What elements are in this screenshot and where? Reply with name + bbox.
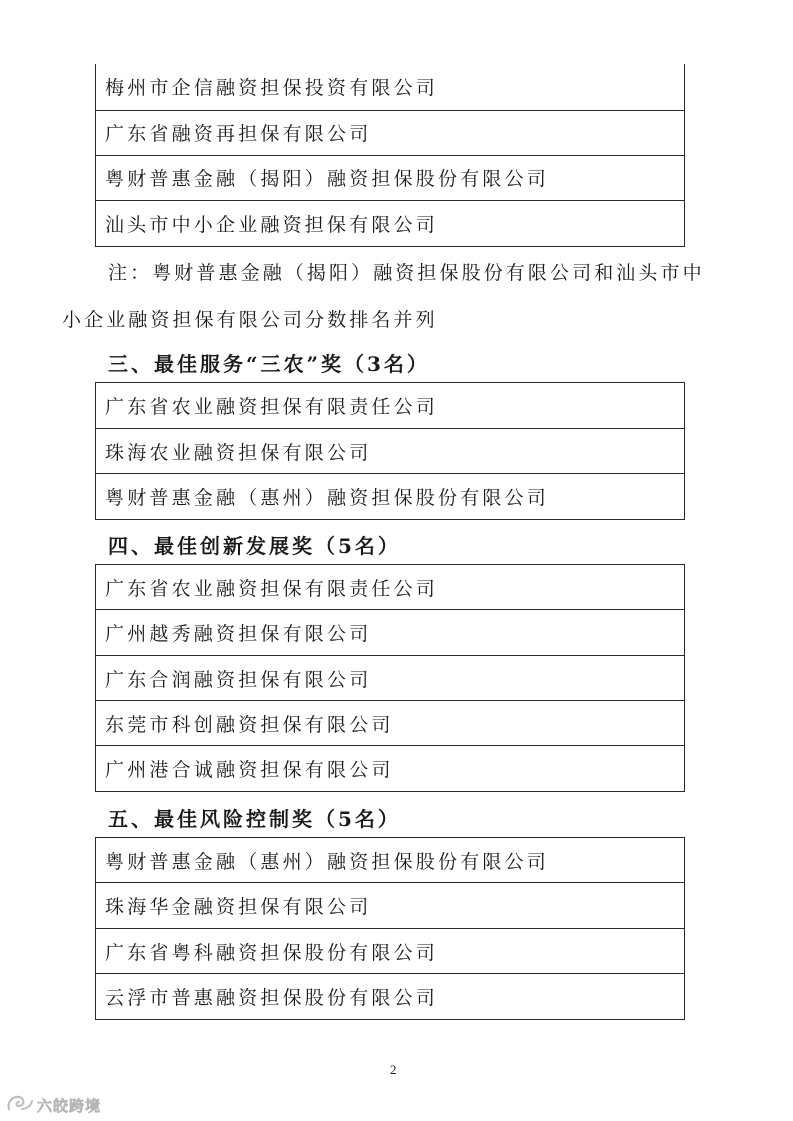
note-line-2: 小企业融资担保有限公司分数排名并列	[62, 309, 438, 331]
company-cell: 珠海华金融资担保有限公司	[96, 883, 685, 929]
table-row	[96, 838, 685, 883]
swirl-logo-icon	[6, 1093, 34, 1117]
company-cell: 东莞市科创融资担保有限公司	[96, 701, 685, 746]
watermark	[6, 1093, 101, 1117]
table-row	[96, 656, 685, 701]
company-cell: 云浮市普惠融资担保股份有限公司	[96, 974, 685, 1020]
table-row	[96, 610, 685, 656]
company-cell: 广东省融资再担保有限公司	[96, 110, 685, 155]
section-heading-3: 三、最佳服务“三农”奖（3名）	[108, 352, 430, 376]
table-row	[96, 929, 685, 974]
watermark-text: 六皎跨境	[37, 1096, 102, 1115]
section-heading-4: 四、最佳创新发展奖（5名）	[108, 534, 401, 558]
company-cell: 粤财普惠金融（惠州）融资担保股份有限公司	[96, 838, 685, 883]
table-row	[96, 883, 685, 929]
company-cell: 广东省农业融资担保有限责任公司	[96, 565, 685, 610]
company-cell: 粤财普惠金融（惠州）融资担保股份有限公司	[96, 474, 685, 520]
table-row	[96, 565, 685, 610]
company-cell: 梅州市企信融资担保投资有限公司	[96, 64, 685, 110]
award-table-section4	[95, 564, 685, 792]
award-table-section3	[95, 382, 685, 520]
table-row	[96, 701, 685, 746]
company-cell: 珠海农业融资担保有限公司	[96, 429, 685, 474]
table-row	[96, 64, 685, 110]
section-heading-5: 五、最佳风险控制奖（5名）	[108, 807, 401, 831]
table-row	[96, 383, 685, 429]
award-table-section2	[95, 64, 685, 247]
company-cell: 汕头市中小企业融资担保有限公司	[96, 200, 685, 246]
page-number: 2	[390, 1062, 397, 1077]
note-line-1: 注：粤财普惠金融（揭阳）融资担保股份有限公司和汕头市中	[108, 262, 705, 284]
company-cell: 广州港合诚融资担保有限公司	[96, 746, 685, 792]
table-row	[96, 155, 685, 200]
company-cell: 粤财普惠金融（揭阳）融资担保股份有限公司	[96, 155, 685, 200]
award-table-section5	[95, 837, 685, 1020]
company-cell: 广东合润融资担保有限公司	[96, 656, 685, 701]
company-cell: 广州越秀融资担保有限公司	[96, 610, 685, 656]
table-row	[96, 974, 685, 1020]
table-row	[96, 200, 685, 246]
company-cell: 广东省农业融资担保有限责任公司	[96, 383, 685, 429]
table-row	[96, 746, 685, 792]
table-row	[96, 110, 685, 155]
company-cell: 广东省粤科融资担保股份有限公司	[96, 929, 685, 974]
table-row	[96, 429, 685, 474]
table-row	[96, 474, 685, 520]
